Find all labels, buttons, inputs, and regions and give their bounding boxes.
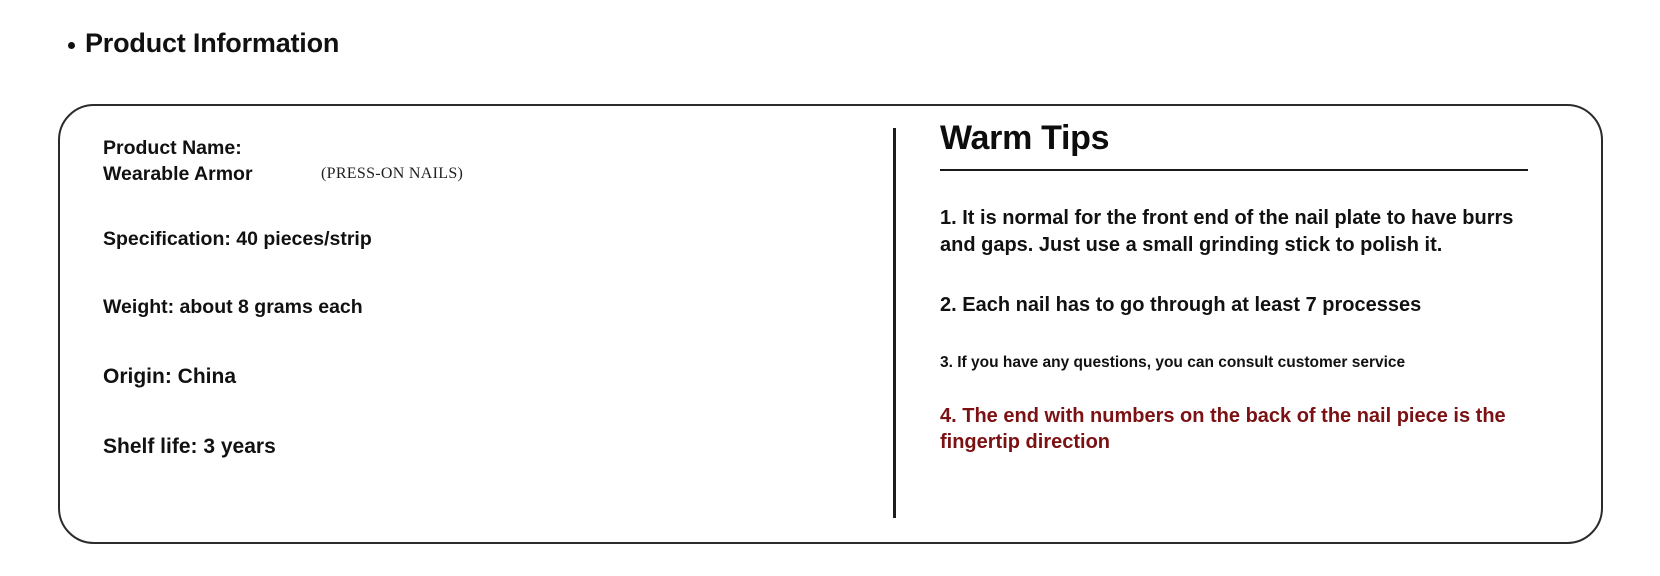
product-details-column <box>103 136 863 460</box>
warm-tip-item: 4. The end with numbers on the back of the nail piece is the fingertip direction <box>940 405 1506 454</box>
section-heading <box>68 28 339 59</box>
shelf-life-row: Shelf life: 3 years <box>103 434 276 458</box>
warm-tips-title: Warm Tips <box>940 119 1110 157</box>
warm-tips-column <box>940 120 1560 456</box>
warm-tip-item: 3. If you have any questions, you can consult customer service <box>940 353 1406 371</box>
product-name-label: Product Name: <box>103 137 242 159</box>
warm-tip-item: 2. Each nail has to go through at least 7 processes <box>940 294 1422 317</box>
weight-row: Weight: about 8 grams each <box>103 296 363 319</box>
warm-tip-item: 1. It is normal for the front end of the nail plate to have burrs and gaps. Just use a small grinding stick to polish it. <box>940 207 1514 256</box>
origin-row: Origin: China <box>103 364 236 388</box>
product-name-subtitle: (PRESS-ON NAILS) <box>321 165 464 182</box>
warm-tips-underline <box>940 169 1528 171</box>
vertical-divider <box>893 128 896 518</box>
page-title: Product Information <box>85 28 340 58</box>
bullet-point-icon <box>68 42 75 49</box>
specification-row: Specification: 40 pieces/strip <box>103 228 372 251</box>
info-card <box>58 104 1603 544</box>
product-name-value: Wearable Armor <box>103 162 253 185</box>
product-name-block <box>103 136 863 187</box>
